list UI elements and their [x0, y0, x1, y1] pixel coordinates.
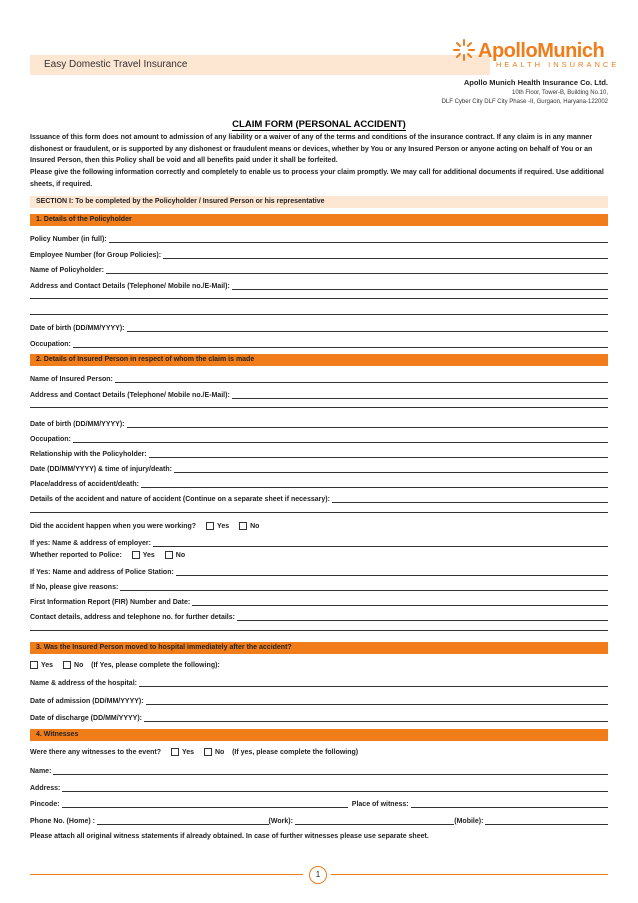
hospital-title: 3. Was the Insured Person moved to hospital immediately after the accident? [36, 644, 292, 651]
policyholder-dob-field[interactable]: Date of birth (DD/MM/YYYY): [30, 322, 608, 332]
address-line-extra[interactable] [30, 314, 608, 315]
insured-dob-field[interactable]: Date of birth (DD/MM/YYYY): [30, 418, 608, 428]
details-policyholder-title: 1. Details of the Policyholder [36, 216, 132, 223]
company-address-line-2: DLF Cyber City DLF City Phase -II, Gurgaon, Haryana-122002 [441, 99, 608, 105]
police-station-field[interactable]: If Yes: Name and address of Police Station: [30, 566, 608, 576]
working-yes-checkbox[interactable] [206, 522, 214, 530]
hospital-yes-checkbox[interactable] [30, 661, 38, 669]
logo-star-icon [452, 38, 476, 62]
witness-question: Were there any witnesses to the event? Yes No (If yes, please complete the following) [30, 748, 359, 756]
section-1-title: SECTION I: To be completed by the Policyholder / Insured Person or his representative [36, 198, 325, 205]
company-address-line-1: 10th Floor, Tower-B, Building No.10, [512, 90, 608, 96]
employer-field[interactable]: If yes: Name & address of employer: [30, 537, 608, 547]
hospital-question: Yes No (If Yes, please complete the following): [22, 661, 220, 669]
employee-number-field[interactable]: Employee Number (for Group Policies): [30, 249, 608, 259]
witnesses-bar [30, 729, 608, 741]
form-title: CLAIM FORM (PERSONAL ACCIDENT) [232, 119, 406, 130]
policyholder-address-field[interactable]: Address and Contact Details (Telephone/ Mobile no./E-Mail): [30, 280, 608, 290]
witness-no-checkbox[interactable] [204, 748, 212, 756]
logo-subtitle: HEALTH INSURANCE [496, 60, 620, 69]
fir-field[interactable]: First Information Report (FIR) Number and Date: [30, 596, 608, 606]
police-question: Whether reported to Police: Yes No [30, 551, 186, 559]
contact-details-field[interactable]: Contact details, address and telephone no. for further details: [30, 611, 608, 621]
working-no-checkbox[interactable] [239, 522, 247, 530]
company-name: Apollo Munich Health Insurance Co. Ltd. [463, 78, 608, 87]
witnesses-title: 4. Witnesses [36, 731, 79, 738]
hospital-no-checkbox[interactable] [63, 661, 71, 669]
contact-line-extra[interactable] [30, 630, 608, 631]
injury-date-field[interactable]: Date (DD/MM/YYYY) & time of injury/death: [30, 463, 608, 473]
witness-pincode-row[interactable]: Pincode: Place of witness: [30, 798, 608, 808]
accident-details-field[interactable]: Details of the accident and nature of accident (Continue on a separate sheet if necessary): [30, 493, 608, 503]
attach-note: Please attach all original witness statements if already obtained. In case of further witnesses please use separate sheet. [30, 833, 429, 840]
police-no-checkbox[interactable] [165, 551, 173, 559]
policy-number-field[interactable]: Policy Number (in full): [30, 233, 608, 243]
policyholder-occupation-field[interactable]: Occupation: [30, 338, 608, 348]
address-line-extra[interactable] [30, 407, 608, 408]
insured-occupation-field[interactable]: Occupation: [30, 433, 608, 443]
instructions-text: Please give the following information correctly and completely to enable us to process your claim promptly. We may call for additional documents if required. Use additional sheets, if required. [30, 169, 604, 188]
witness-name-field[interactable]: Name: [30, 765, 608, 775]
page-number: 1 [309, 866, 327, 884]
hospital-name-field[interactable]: Name & address of the hospital: [30, 677, 608, 687]
relationship-field[interactable]: Relationship with the Policyholder: [30, 448, 608, 458]
policyholder-name-field[interactable]: Name of Policyholder: [30, 264, 608, 274]
working-question: Did the accident happen when you were working? Yes No [30, 522, 260, 530]
insured-person-title: 2. Details of Insured Person in respect of whom the claim is made [36, 356, 255, 363]
header-title: Easy Domestic Travel Insurance [44, 59, 188, 70]
disclaimer-text: Issuance of this form does not amount to admission of any liability or a waiver of any of the terms and conditions of the insurance contract. If any claim is in any manner dishonest or fraudulent, or is supported by any dishonest or fraudulent means or devices, whether by You or any Insured Person or anyone acting on behalf of You or an Insured Person, then this Policy shall be void and all benefits paid under it shall be forfeited. [30, 134, 593, 164]
accident-place-field[interactable]: Place/address of accident/death: [30, 478, 608, 488]
discharge-date-field[interactable]: Date of discharge (DD/MM/YYYY): [30, 712, 608, 722]
police-yes-checkbox[interactable] [132, 551, 140, 559]
insured-address-field[interactable]: Address and Contact Details (Telephone/ Mobile no./E-Mail): [30, 389, 608, 399]
witness-address-field[interactable]: Address: [30, 782, 608, 792]
details-line-extra[interactable] [30, 512, 608, 513]
address-line-extra[interactable] [30, 298, 608, 299]
logo-text: ApolloMunich [478, 40, 605, 62]
insured-name-field[interactable]: Name of Insured Person: [30, 373, 608, 383]
witness-yes-checkbox[interactable] [171, 748, 179, 756]
witness-phone-row[interactable]: Phone No. (Home) : (Work): (Mobile): [30, 815, 608, 825]
reasons-field[interactable]: If No, please give reasons: [30, 581, 608, 591]
admission-date-field[interactable]: Date of admission (DD/MM/YYYY): [30, 695, 608, 705]
